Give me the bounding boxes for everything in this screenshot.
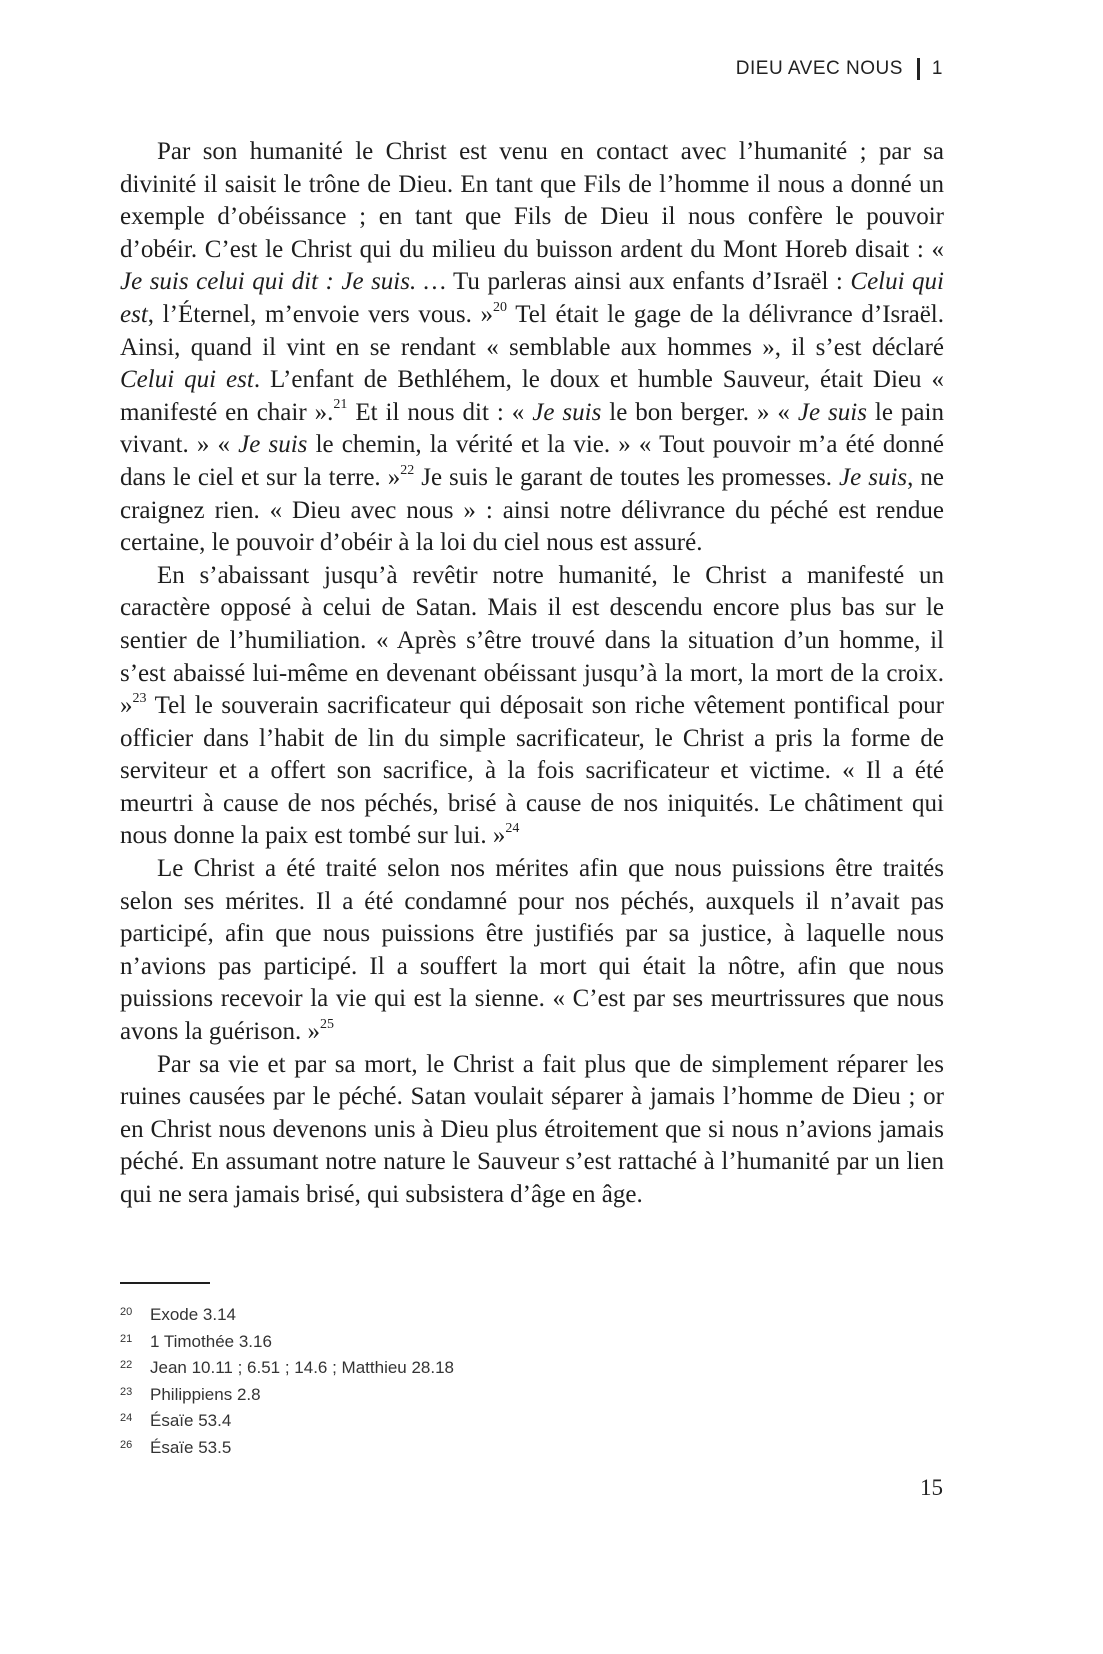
paragraph-2 (120, 560, 944, 853)
header-divider (917, 58, 920, 80)
footnote-item (120, 1409, 920, 1436)
text-run: En s’abaissant jusqu’à revêtir notre humanité, le Christ a manifesté un caractère opposé à celui de Satan. Mais il est descendu encore plus bas sur le sentier de l’humiliation. « Après s’être trouvé dans la situation d’un homme, il s’est abaissé lui-même en devenant obéissant jusqu’à la mort, la mort de la croix. » (120, 561, 944, 720)
italic-run: Celui qui est (120, 366, 254, 394)
footnote-number: 20 (120, 1306, 133, 1318)
italic-run: Je suis (797, 398, 867, 426)
footnote-ref[interactable]: 21 (333, 397, 348, 413)
text-run: Et il nous dit : « (347, 398, 533, 426)
paragraph-1 (120, 136, 944, 560)
footnote-text: Exode 3.14 (150, 1305, 237, 1324)
chapter-number: 1 (931, 58, 943, 79)
footnote-ref[interactable]: 24 (505, 821, 520, 837)
footnote-separator (120, 1282, 210, 1284)
text-run: le chemin, la vérité et la vie. » « Tout pouvoir m’a été donné dans le ciel et sur la terre. » (120, 431, 944, 491)
footnote-ref[interactable]: 22 (400, 462, 415, 478)
footnote-text: 1 Timothée 3.16 (150, 1331, 272, 1351)
text-run: Je suis le garant de toutes les promesses. (414, 463, 840, 491)
footnote-item (120, 1436, 920, 1463)
footnote-item (120, 1330, 920, 1357)
paragraph-4 (120, 1049, 944, 1212)
text-run: Le Christ a été traité selon nos mérites afin que nous puissions être traités selon ses mérites. Il a été condamné pour nos péchés, auxquels il n’avait pas participé, afin que nous puissions être justifiés par sa justice, à laquelle nous n’avions pas participé. Il a souffert la mort qui était la nôtre, afin que nous puissions recevoir la vie qui est la sienne. « C’est par ses meurtrissures que nous avons la guérison. » (120, 855, 944, 1046)
page-number: 15 (920, 1475, 943, 1500)
footnote-ref[interactable]: 20 (493, 299, 508, 315)
footnote-item (120, 1383, 920, 1410)
footnote-ref[interactable]: 23 (132, 690, 147, 706)
text-run: Tel était le gage de la délivrance d’Israël. Ainsi, quand il vint en se rendant « semblable aux hommes », il s’est déclaré (120, 300, 944, 361)
paragraph-3 (120, 853, 944, 1049)
footnote-number: 21 (120, 1332, 133, 1345)
italic-run: Je suis (839, 463, 908, 491)
text-run: Tel le souverain sacrificateur qui déposait son riche vêtement pontifical pour officier dans l’habit de lin du simple sacrificateur, le Christ a pris la forme de serviteur et a offert son sacrifice, à la fois sacrificateur et victime. « Il a été meurtri à cause de nos péchés, brisé à cause de nos iniquités. Le châtiment qui nous donne la paix est tombé sur lui. » (120, 692, 944, 850)
footnote-number: 26 (120, 1438, 133, 1451)
running-header (736, 58, 943, 80)
footnote-text: Philippiens 2.8 (150, 1384, 261, 1404)
italic-run: Celui qui est (120, 268, 945, 328)
italic-run: Je suis celui qui dit : Je suis. … (120, 268, 446, 296)
footnote-text: Jean 10.11 ; 6.51 ; 14.6 ; Matthieu 28.18 (150, 1358, 455, 1377)
text-run: Tu parleras ainsi aux enfants d’Israël : (445, 268, 851, 296)
text-run: le pain vivant. » « (120, 398, 944, 459)
running-header-title: DIEU AVEC NOUS (735, 58, 903, 79)
footnote-number: 22 (120, 1359, 133, 1371)
text-run: Par son humanité le Christ est venu en contact avec l’humanité ; par sa divinité il saisit le trône de Dieu. En tant que Fils de l’homme il nous a donné un exemple d’obéissance ; en tant que Fils de Dieu il nous confère le pouvoir d’obéir. C’est le Christ qui du milieu du buisson ardent du Mont Horeb disait : « (120, 138, 944, 263)
text-run: . L’enfant de Bethléhem, le doux et humble Sauveur, était Dieu « manifesté en chair ». (120, 366, 945, 426)
footnote-item (120, 1356, 920, 1383)
body-text (120, 136, 944, 1212)
footnote-text: Ésaïe 53.4 (150, 1411, 232, 1430)
footnote-number: 23 (120, 1385, 133, 1398)
footnote-item (120, 1303, 920, 1330)
text-run: Par sa vie et par sa mort, le Christ a fait plus que de simplement réparer les ruines causées par le péché. Satan voulait séparer à jamais l’homme de Dieu ; or en Christ nous devenons unis à Dieu plus étroitement que si nous n’avions jamais péché. En assumant notre nature le Sauveur s’est rattaché à l’humanité par un lien qui ne sera jamais brisé, qui subsistera d’âge en âge. (120, 1050, 944, 1208)
text-run: , ne craignez rien. « Dieu avec nous » : ainsi notre délivrance du péché est rendue certaine, le pouvoir d’obéir à la loi du ciel nous est assuré. (120, 463, 944, 557)
footnote-number: 24 (120, 1412, 133, 1424)
italic-run: Je suis (238, 431, 308, 459)
footnotes (120, 1303, 920, 1462)
italic-run: Je suis (532, 398, 602, 426)
text-run: le bon berger. » « (601, 398, 798, 426)
footnote-ref[interactable]: 25 (319, 1016, 334, 1032)
text-run: , l’Éternel, m’envoie vers vous. » (147, 300, 494, 328)
footnote-text: Ésaïe 53.5 (150, 1437, 232, 1457)
